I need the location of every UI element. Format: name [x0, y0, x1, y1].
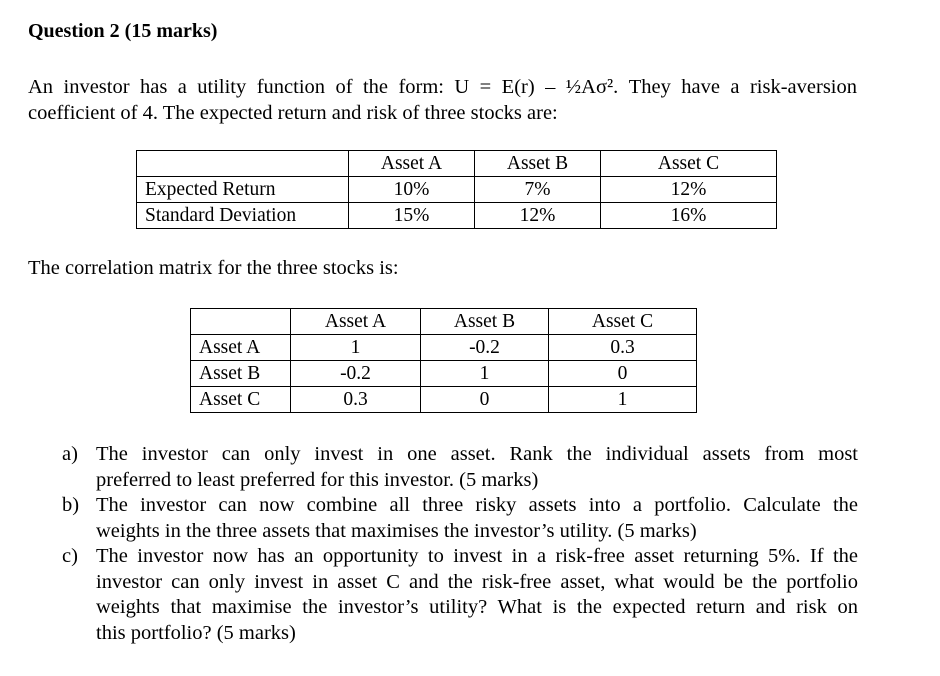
question-a-line-2: preferred to least preferred for this investor. (5 marks) — [96, 468, 539, 491]
corr-header-asset-b: Asset B — [421, 309, 549, 335]
question-item-c — [62, 544, 862, 646]
table-cell: 1 — [549, 387, 697, 413]
table-row — [137, 177, 777, 203]
question-c-line-1: The investor now has an opportunity to invest in a risk-free asset returning 5%. If the — [96, 545, 858, 567]
table-cell: 10% — [349, 177, 475, 203]
intro-line-1: An investor has a utility function of the form: U = E(r) – ½Aσ². They have a risk-aversion — [28, 76, 857, 98]
row-label-expected-return: Expected Return — [137, 177, 349, 203]
table-cell: 0 — [421, 387, 549, 413]
table-row — [191, 361, 697, 387]
question-a-line-1: The investor can only invest in one asset. Rank the individual assets from most — [96, 443, 858, 465]
stocks-header-asset-a: Asset A — [349, 151, 475, 177]
question-c-line-3: weights that maximise the investor’s utility? What is the expected return and risk on — [96, 596, 858, 618]
question-marker-a: a) — [62, 443, 78, 465]
question-item-a — [62, 442, 862, 493]
question-c-line-4: this portfolio? (5 marks) — [96, 621, 296, 644]
corr-header-asset-c: Asset C — [549, 309, 697, 335]
table-cell: 0 — [549, 361, 697, 387]
correlation-table-header — [191, 309, 697, 335]
question-b-line-1: The investor can now combine all three risky assets into a portfolio. Calculate the — [96, 494, 858, 516]
row-label-asset-b: Asset B — [191, 361, 291, 387]
question-list — [62, 442, 862, 646]
question-item-b — [62, 493, 862, 544]
corr-header-asset-a: Asset A — [291, 309, 421, 335]
question-b-line-2: weights in the three assets that maximises the investor’s utility. (5 marks) — [96, 519, 697, 542]
table-cell: 1 — [421, 361, 549, 387]
question-marker-b: b) — [62, 494, 80, 516]
row-label-asset-c: Asset C — [191, 387, 291, 413]
question-heading: Question 2 (15 marks) — [28, 20, 218, 42]
table-cell: 7% — [475, 177, 601, 203]
correlation-intro: The correlation matrix for the three stocks is: — [28, 257, 399, 279]
corr-header-blank — [191, 309, 291, 335]
table-cell: 0.3 — [549, 335, 697, 361]
stocks-table — [136, 150, 777, 229]
stocks-header-asset-c: Asset C — [601, 151, 777, 177]
table-cell: -0.2 — [291, 361, 421, 387]
table-cell: 16% — [601, 203, 777, 229]
correlation-table — [190, 308, 697, 413]
intro-line-2: coefficient of 4. The expected return and risk of three stocks are: — [28, 102, 558, 124]
stocks-header-asset-b: Asset B — [475, 151, 601, 177]
table-cell: 0.3 — [291, 387, 421, 413]
stocks-header-blank — [137, 151, 349, 177]
table-row — [191, 387, 697, 413]
row-label-standard-deviation: Standard Deviation — [137, 203, 349, 229]
question-c-line-2: investor can only invest in asset C and the risk-free asset, what would be the portfolio — [96, 570, 858, 593]
table-cell: 12% — [601, 177, 777, 203]
question-marker-c: c) — [62, 545, 78, 567]
table-row — [191, 335, 697, 361]
intro-paragraph — [28, 74, 908, 126]
stocks-table-header — [137, 151, 777, 177]
table-cell: -0.2 — [421, 335, 549, 361]
table-cell: 12% — [475, 203, 601, 229]
table-row — [137, 203, 777, 229]
table-cell: 15% — [349, 203, 475, 229]
table-cell: 1 — [291, 335, 421, 361]
row-label-asset-a: Asset A — [191, 335, 291, 361]
